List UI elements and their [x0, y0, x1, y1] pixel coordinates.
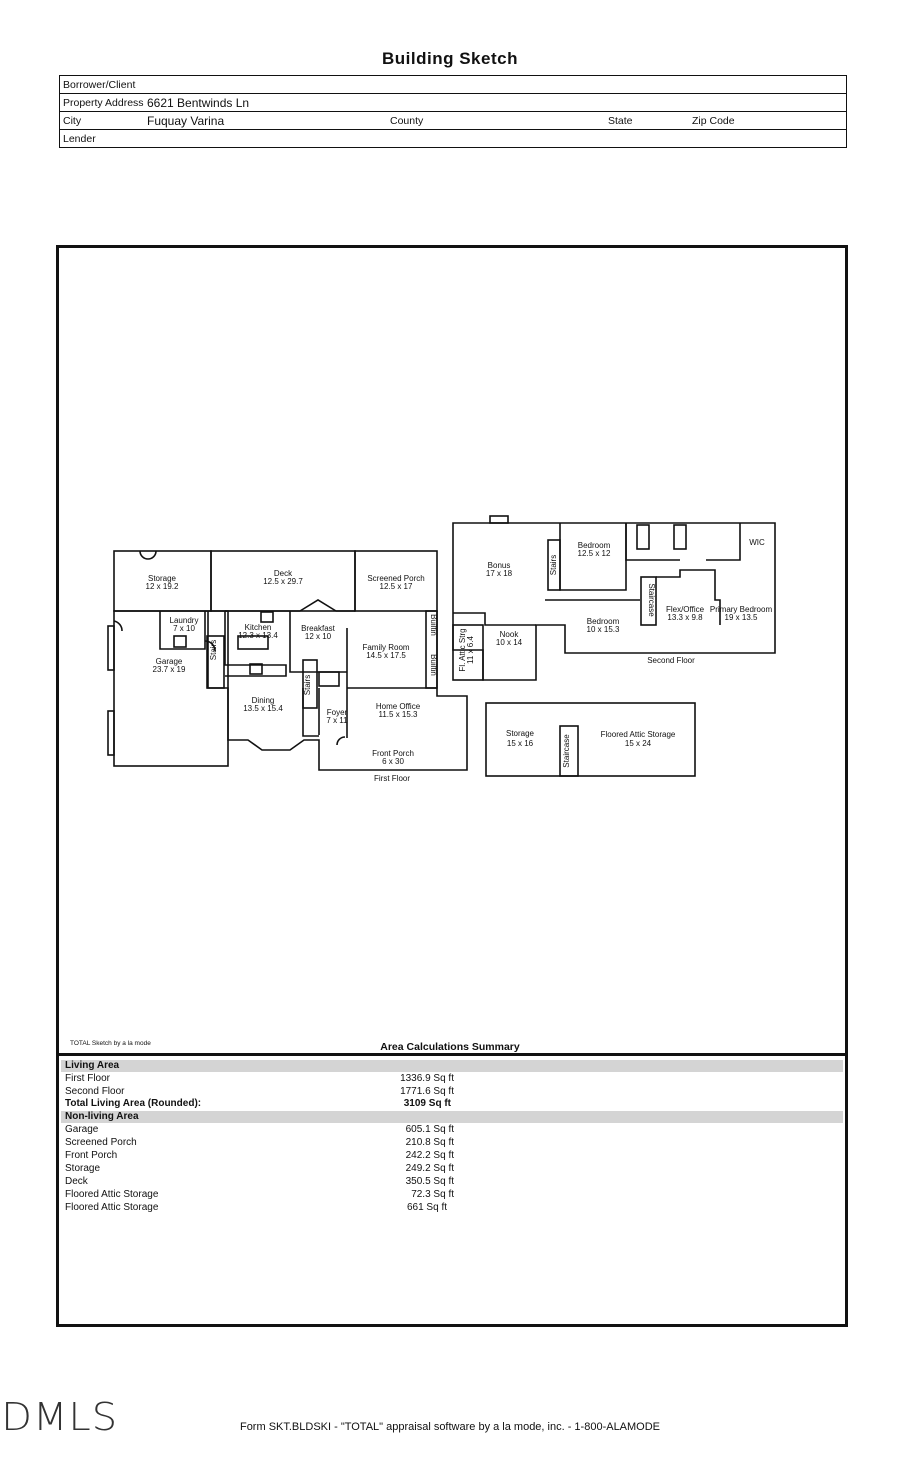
room-name: Bonus: [487, 561, 511, 570]
nonliving-row-label: Floored Attic Storage: [65, 1202, 159, 1213]
room-name: Floored Attic Storage: [600, 730, 676, 739]
room-name: Screened Porch: [367, 574, 425, 583]
nonliving-row-label: Garage: [65, 1124, 99, 1135]
nonliving-row-value: 605.1 Sq ft: [405, 1124, 454, 1135]
room-name: Deck: [273, 569, 293, 578]
second-floor-label: Second Floor: [647, 656, 695, 665]
nook-wall: [453, 613, 536, 625]
room-dims: 10 x 15.3: [586, 625, 620, 634]
city-value: Fuquay Varina: [147, 114, 225, 128]
room-dims: 11 x 6.4: [466, 636, 475, 664]
breakfast-bay: [225, 600, 355, 611]
room-dims: 17 x 18: [485, 569, 513, 578]
dmls-logo: DMLS: [1, 1395, 119, 1439]
nonliving-row-label: Floored Attic Storage: [65, 1189, 159, 1200]
zip-label: Zip Code: [692, 115, 735, 127]
room-dims: 14.5 x 17.5: [366, 651, 406, 660]
room-dims: 15 x 16: [506, 739, 534, 748]
room-dims: 15 x 24: [624, 739, 652, 748]
room-name: Primary Bedroom: [709, 605, 773, 614]
page-title: Building Sketch: [382, 49, 518, 68]
room-name: Fl. Attic Strg: [458, 628, 467, 672]
room-dims: 12.5 x 29.7: [263, 577, 303, 586]
living-row-value: 1771.6 Sq ft: [400, 1086, 454, 1097]
room-dims: 12.5 x 17: [379, 582, 413, 591]
staircase-label: Staircase: [562, 734, 571, 768]
room-dims: 12 x 19.2: [145, 582, 179, 591]
room-name: Home Office: [375, 702, 421, 711]
room-dims: 23.7 x 19: [152, 665, 186, 674]
bathtub-2: [674, 525, 686, 549]
bonus-window: [490, 516, 508, 523]
staircase-label: Staircase: [647, 583, 656, 617]
room-name: Family Room: [362, 643, 410, 652]
laundry-sink: [174, 636, 186, 647]
nonliving-row-label: Front Porch: [65, 1150, 118, 1161]
state-label: State: [608, 115, 633, 127]
room-name: Foyer: [326, 708, 348, 717]
room-dims: 19 x 13.5: [724, 613, 758, 622]
room-dims: 12 x 10: [304, 632, 332, 641]
room-name: Kitchen: [244, 623, 272, 632]
living-area-header: Living Area: [61, 1060, 843, 1072]
living-row-label: First Floor: [65, 1073, 110, 1084]
builtin-label: Builtin: [429, 654, 438, 676]
room-name: Dining: [251, 696, 275, 705]
city-label: City: [63, 115, 82, 127]
total-living-label: Total Living Area (Rounded):: [65, 1098, 202, 1109]
borrower-label: Borrower/Client: [63, 79, 136, 91]
stairs-label: Stairs: [209, 639, 218, 661]
first-floor-label: First Floor: [374, 774, 410, 783]
nonliving-row-label: Screened Porch: [65, 1137, 137, 1148]
kitchen-counter: [225, 611, 286, 676]
room-dims: 12.3 x 13.4: [238, 631, 278, 640]
room-name: Bedroom: [577, 541, 611, 550]
living-row-label: Second Floor: [65, 1086, 125, 1097]
room-name: Garage: [155, 657, 183, 666]
nonliving-row-value: 210.8 Sq ft: [405, 1137, 454, 1148]
nonliving-row-value: 72.3 Sq ft: [411, 1189, 454, 1200]
county-label: County: [390, 115, 424, 127]
kitchen-sink: [261, 612, 273, 622]
nonliving-row-label: Deck: [65, 1176, 88, 1187]
summary-title: Area Calculations Summary: [380, 1041, 520, 1053]
room-dims: 12.5 x 12: [577, 549, 611, 558]
room-name: Flex/Office: [665, 605, 705, 614]
nonliving-row-label: Storage: [65, 1163, 101, 1174]
room-dims: 7 x 11: [326, 716, 348, 725]
room-name: Nook: [499, 630, 519, 639]
garage-window-2: [108, 711, 114, 755]
summary-divider: [58, 1053, 846, 1056]
nonliving-row-value: 350.5 Sq ft: [405, 1176, 454, 1187]
room-dims: 7 x 10: [173, 624, 195, 633]
kitchen-wall: [290, 611, 347, 672]
stairs-label: Stairs: [549, 554, 558, 576]
total-living-value: 3109 Sq ft: [403, 1098, 451, 1109]
nonliving-area-header: Non-living Area: [61, 1111, 843, 1123]
room-name: Storage: [147, 574, 177, 583]
lender-label: Lender: [63, 133, 96, 145]
sketch-credit: TOTAL Sketch by a la mode: [70, 1040, 151, 1047]
garage-door-swing: [114, 621, 122, 631]
room-name: Storage: [505, 729, 535, 738]
room-dims: 13.5 x 15.4: [243, 704, 283, 713]
nonliving-row-value: 249.2 Sq ft: [405, 1163, 454, 1174]
room-dims: 13.3 x 9.8: [667, 613, 703, 622]
nonliving-row-value: 242.2 Sq ft: [405, 1150, 454, 1161]
room-name: Front Porch: [372, 749, 414, 758]
nonliving-row-value: 661 Sq ft: [406, 1202, 447, 1213]
room-dims: 10 x 14: [495, 638, 523, 647]
living-row-value: 1336.9 Sq ft: [400, 1073, 454, 1084]
room-dims: 11.5 x 15.3: [378, 710, 418, 719]
second-floor-outline: [453, 523, 775, 680]
room-name: Bedroom: [586, 617, 620, 626]
room-name: Breakfast: [301, 624, 335, 633]
form-footer: Form SKT.BLDSKI - "TOTAL" appraisal software by a la mode, inc. - 1-800-ALAMODE: [239, 1421, 661, 1433]
address-label: Property Address: [63, 97, 144, 109]
room-name: WIC: [749, 538, 765, 547]
storage-doors: [140, 551, 156, 559]
address-value: 6621 Bentwinds Ln: [147, 96, 250, 110]
garage-window: [108, 626, 114, 670]
builtin-label: Builtin: [429, 614, 438, 636]
room-name: Laundry: [169, 616, 199, 625]
room-dims: 6 x 30: [382, 757, 404, 766]
front-door: [337, 737, 345, 745]
powder-room: [319, 672, 339, 686]
stairs-label: Stairs: [303, 674, 312, 696]
bathtub-1: [637, 525, 649, 549]
